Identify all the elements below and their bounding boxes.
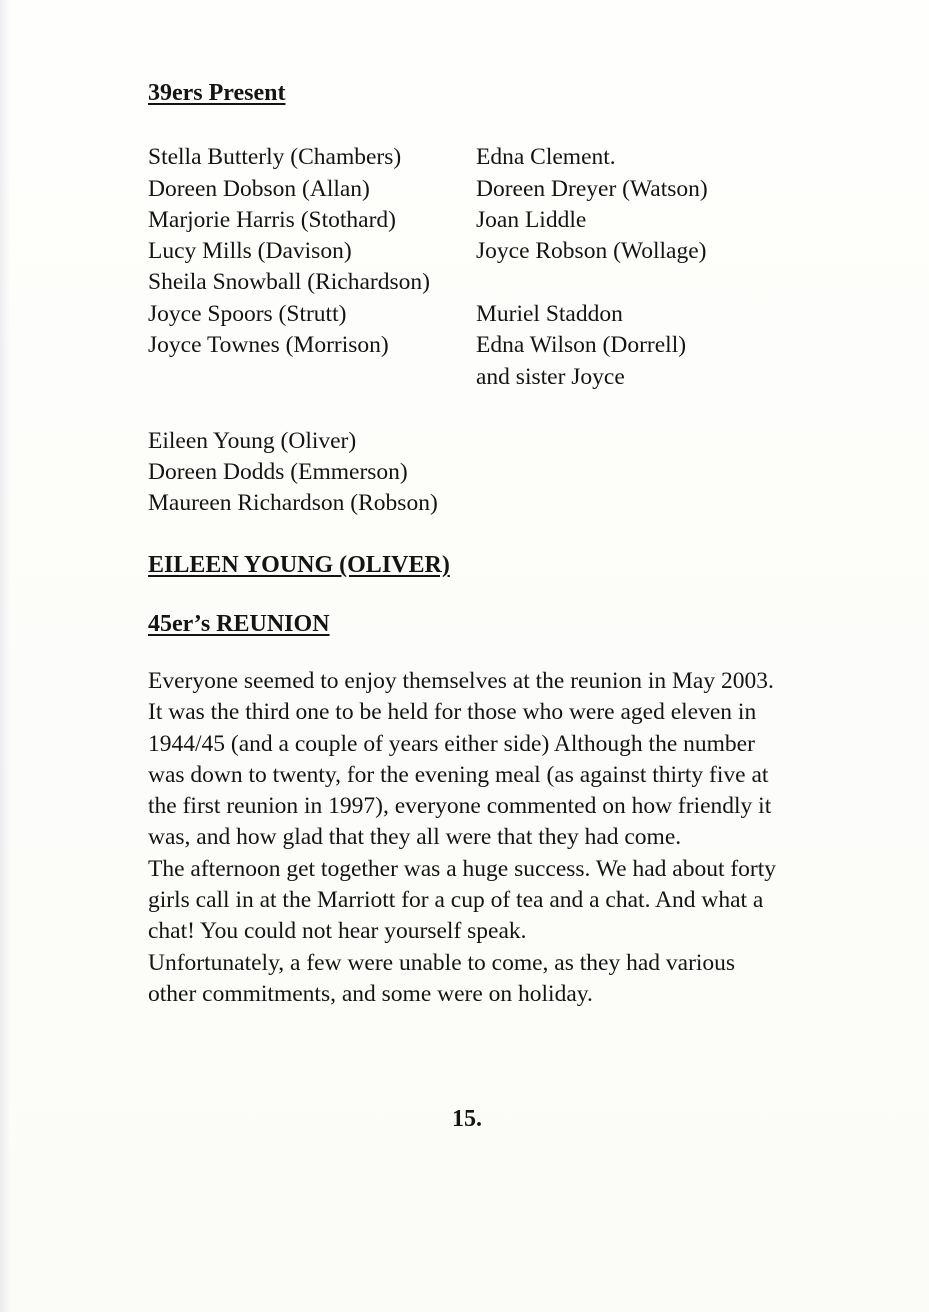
page-number: 15. <box>452 1106 482 1132</box>
extra-name: Maureen Richardson (Robson) <box>148 490 438 516</box>
name-left: Joyce Townes (Morrison) <box>148 332 389 358</box>
extra-name: Eileen Young (Oliver) <box>148 428 357 454</box>
article-paragraph: The afternoon get together was a huge success. We had about forty girls call in at the Marriott for a cup of tea and a chat. And what a chat! You could not hear yourself speak. <box>148 855 777 945</box>
name-right: Edna Clement. <box>476 144 616 170</box>
extra-name: Doreen Dodds (Emmerson) <box>148 459 408 485</box>
article-paragraph: Everyone seemed to enjoy themselves at the reunion in May 2003. It was the third one to be held for those who were aged eleven in 1944/45 (and a couple of years either side) Although the number was down to twenty, for the evening meal (as against thirty five at the first reunion in 1997), everyone commented on how friendly it was, and how glad that they all were that they had come. <box>148 668 774 851</box>
heading-45ers-reunion: 45er’s REUNION <box>148 611 330 637</box>
name-right: Muriel Staddon <box>476 301 623 327</box>
name-left: Sheila Snowball (Richardson) <box>148 269 430 295</box>
name-left: Joyce Spoors (Strutt) <box>148 301 347 327</box>
reunion-article-body <box>148 666 788 1010</box>
name-right: Doreen Dreyer (Watson) <box>476 176 708 202</box>
name-right: Joan Liddle <box>476 207 587 233</box>
heading-39ers-present: 39ers Present <box>148 80 286 106</box>
article-paragraph: Unfortunately, a few were unable to come, as they had various other commitments, and some were on holiday. <box>148 949 736 1007</box>
name-right: Edna Wilson (Dorrell) <box>476 332 687 358</box>
name-right: and sister Joyce <box>476 364 625 390</box>
author-heading: EILEEN YOUNG (OLIVER) <box>148 552 450 578</box>
name-left: Marjorie Harris (Stothard) <box>148 207 396 233</box>
name-left: Stella Butterly (Chambers) <box>148 144 402 170</box>
name-left: Lucy Mills (Davison) <box>148 238 352 264</box>
name-left: Doreen Dobson (Allan) <box>148 176 370 202</box>
scan-edge-shadow <box>0 0 10 1312</box>
name-right: Joyce Robson (Wollage) <box>476 238 707 264</box>
